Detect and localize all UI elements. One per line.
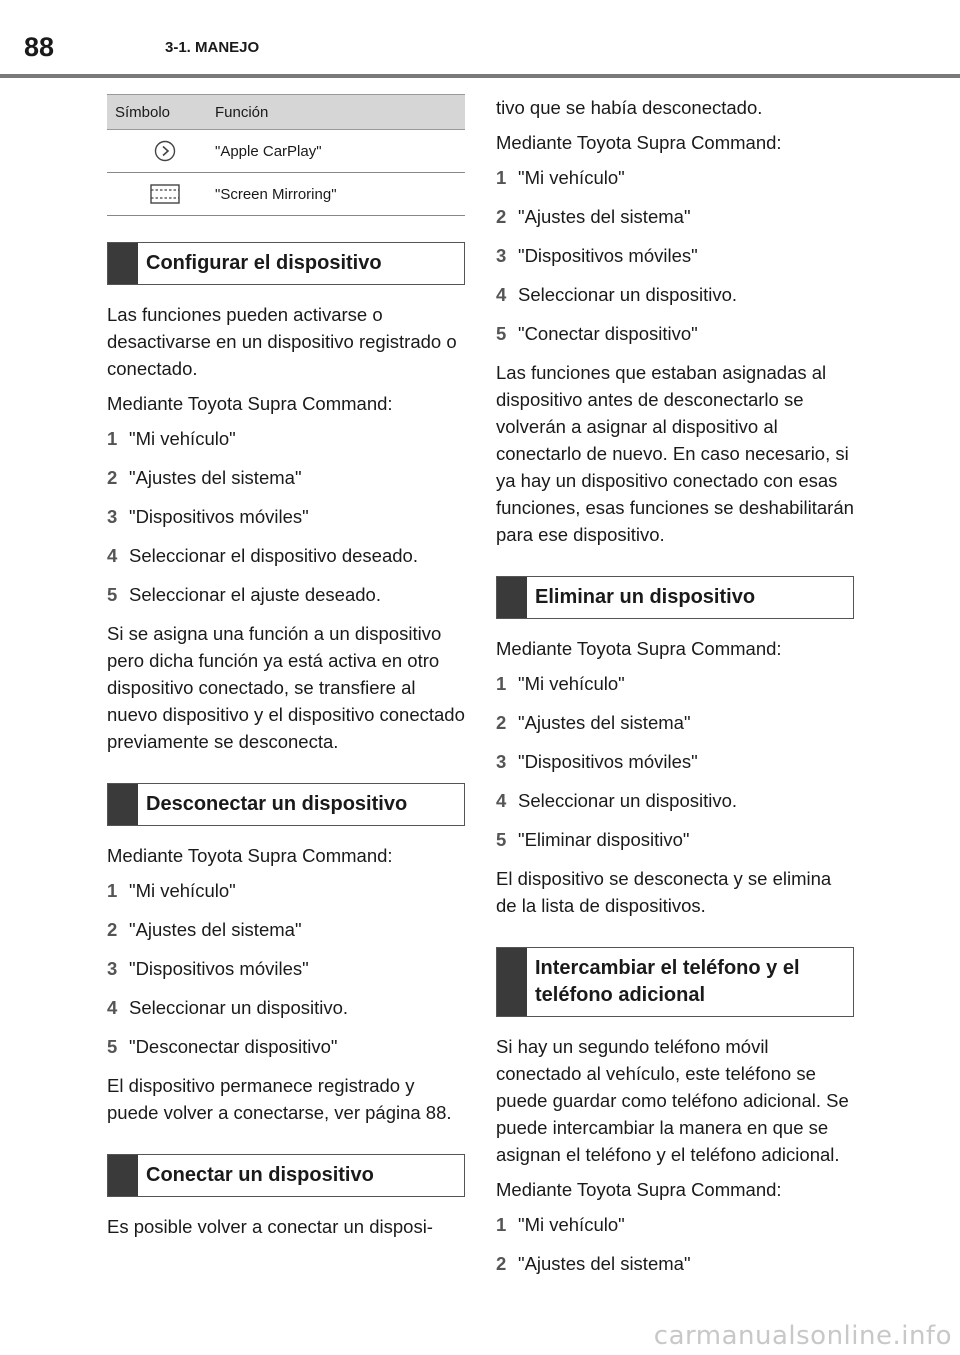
paragraph: Si se asigna una función a un dispositivo pero dicha función ya está activa en otro dispositivo conectado, se transfiere al nuevo dispositivo y el dispositivo conectado previamente se desconecta. xyxy=(107,623,465,752)
step-text: "Mi vehículo" xyxy=(518,167,625,188)
step-text: Seleccionar un dispositivo. xyxy=(129,997,349,1018)
heading-text: Desconectar un dispositivo xyxy=(146,793,408,815)
list-item xyxy=(496,787,854,814)
table-header-symbol: Símbolo xyxy=(107,95,215,130)
paragraph: Las funciones pueden activarse o desactivarse en un dispositivo registrado o conectado. xyxy=(107,304,457,379)
step-text: "Dispositivos móviles" xyxy=(518,751,698,772)
list-item xyxy=(107,542,465,569)
paragraph: Es posible volver a conectar un disposi- xyxy=(107,1216,433,1237)
table-row xyxy=(107,130,465,173)
list-item xyxy=(107,916,465,943)
step-number: 5 xyxy=(107,584,118,605)
heading-conectar xyxy=(107,1154,465,1197)
list-item xyxy=(496,242,854,269)
screen-mirroring-icon xyxy=(150,184,180,204)
step-text: Seleccionar el ajuste deseado. xyxy=(129,584,381,605)
section-title: 3-1. MANEJO xyxy=(165,39,260,56)
step-text: "Mi vehículo" xyxy=(518,673,625,694)
step-number: 5 xyxy=(496,829,507,850)
step-text: "Ajustes del sistema" xyxy=(518,1253,691,1274)
list-item xyxy=(107,877,465,904)
step-number: 5 xyxy=(496,323,507,344)
step-text: "Mi vehículo" xyxy=(129,880,236,901)
page-number: 88 xyxy=(24,32,55,62)
list-item xyxy=(496,670,854,697)
heading-bar xyxy=(108,243,138,284)
table-cell-function: "Apple CarPlay" xyxy=(215,130,465,173)
page-header xyxy=(0,0,960,80)
step-text: Seleccionar un dispositivo. xyxy=(518,790,738,811)
heading-text: Conectar un dispositivo xyxy=(146,1164,374,1186)
step-text: "Mi vehículo" xyxy=(518,1214,625,1235)
step-number: 5 xyxy=(107,1036,118,1057)
play-circle-icon xyxy=(154,140,176,162)
heading-intercambiar xyxy=(496,947,854,1017)
table-cell-icon xyxy=(107,173,215,216)
symbol-table xyxy=(107,94,465,216)
step-number: 4 xyxy=(496,790,507,811)
step-number: 3 xyxy=(107,958,118,979)
list-item xyxy=(107,503,465,530)
paragraph: El dispositivo permanece registrado y puede volver a conectarse, ver página 88. xyxy=(107,1075,452,1123)
paragraph: Mediante Toyota Supra Command: xyxy=(107,845,393,866)
heading-bar xyxy=(108,784,138,825)
step-text: "Eliminar dispositivo" xyxy=(518,829,690,850)
heading-bar xyxy=(497,577,527,618)
step-number: 2 xyxy=(107,919,118,940)
step-number: 1 xyxy=(496,673,507,694)
step-number: 1 xyxy=(496,167,507,188)
paragraph: Mediante Toyota Supra Command: xyxy=(496,638,782,659)
list-item xyxy=(107,955,465,982)
list-item xyxy=(496,709,854,736)
header-divider xyxy=(0,74,960,78)
step-number: 4 xyxy=(107,997,118,1018)
step-text: "Dispositivos móviles" xyxy=(518,245,698,266)
step-text: "Ajustes del sistema" xyxy=(518,206,691,227)
step-text: Seleccionar el dispositivo deseado. xyxy=(129,545,418,566)
heading-text: Intercambiar el teléfono y el teléfono adicional xyxy=(535,957,800,1006)
paragraph: Mediante Toyota Supra Command: xyxy=(496,132,782,153)
list-item xyxy=(107,464,465,491)
heading-text: Configurar el dispositivo xyxy=(146,252,382,274)
paragraph: Mediante Toyota Supra Command: xyxy=(107,393,393,414)
step-number: 2 xyxy=(496,712,507,733)
step-number: 1 xyxy=(107,428,118,449)
table-cell-icon xyxy=(107,130,215,173)
list-item xyxy=(496,1250,854,1277)
heading-desconectar xyxy=(107,783,465,826)
step-text: "Ajustes del sistema" xyxy=(129,467,302,488)
paragraph: El dispositivo se desconecta y se elimina de la lista de dispositivos. xyxy=(496,868,832,916)
heading-bar xyxy=(108,1155,138,1196)
step-text: "Conectar dispositivo" xyxy=(518,323,698,344)
step-number: 1 xyxy=(107,880,118,901)
right-column xyxy=(496,94,854,1289)
table-row xyxy=(107,173,465,216)
step-text: "Ajustes del sistema" xyxy=(518,712,691,733)
step-number: 3 xyxy=(496,751,507,772)
paragraph: Mediante Toyota Supra Command: xyxy=(496,1179,782,1200)
list-item xyxy=(496,826,854,853)
list-item xyxy=(496,748,854,775)
list-item xyxy=(496,164,854,191)
paragraph: tivo que se había desconectado. xyxy=(496,97,763,118)
heading-bar xyxy=(497,948,527,1016)
step-text: "Mi vehículo" xyxy=(129,428,236,449)
watermark: carmanualsonline.info xyxy=(653,1321,952,1351)
paragraph: Las funciones que estaban asignadas al dispositivo antes de desconectarlo se volverán a asignar al dispositivo al conectarlo de nuevo. En caso necesario, si ya hay un dispositivo conectado con esas funciones, esas funciones se deshabilitarán para ese dispositivo. xyxy=(496,362,854,545)
table-header-function: Función xyxy=(215,95,465,130)
list-item xyxy=(496,1211,854,1238)
step-text: "Dispositivos móviles" xyxy=(129,958,309,979)
step-number: 2 xyxy=(496,206,507,227)
list-item xyxy=(107,581,465,608)
step-number: 3 xyxy=(496,245,507,266)
step-text: "Ajustes del sistema" xyxy=(129,919,302,940)
step-number: 4 xyxy=(496,284,507,305)
step-number: 1 xyxy=(496,1214,507,1235)
list-item xyxy=(107,1033,465,1060)
left-column xyxy=(107,94,465,1248)
list-item xyxy=(496,320,854,347)
step-text: "Dispositivos móviles" xyxy=(129,506,309,527)
step-number: 3 xyxy=(107,506,118,527)
step-number: 2 xyxy=(107,467,118,488)
list-item xyxy=(496,203,854,230)
paragraph: Si hay un segundo teléfono móvil conectado al vehículo, este teléfono se puede guardar como teléfono adicional. Se puede intercambiar la manera en que se asignan el teléfono y el teléfono adicional. xyxy=(496,1036,849,1165)
step-text: Seleccionar un dispositivo. xyxy=(518,284,738,305)
list-item xyxy=(496,281,854,308)
table-cell-function: "Screen Mirroring" xyxy=(215,173,465,216)
table-header-row xyxy=(107,95,465,130)
heading-eliminar xyxy=(496,576,854,619)
heading-configurar xyxy=(107,242,465,285)
step-number: 2 xyxy=(496,1253,507,1274)
list-item xyxy=(107,994,465,1021)
step-text: "Desconectar dispositivo" xyxy=(129,1036,338,1057)
heading-text: Eliminar un dispositivo xyxy=(535,586,756,608)
step-number: 4 xyxy=(107,545,118,566)
list-item xyxy=(107,425,465,452)
